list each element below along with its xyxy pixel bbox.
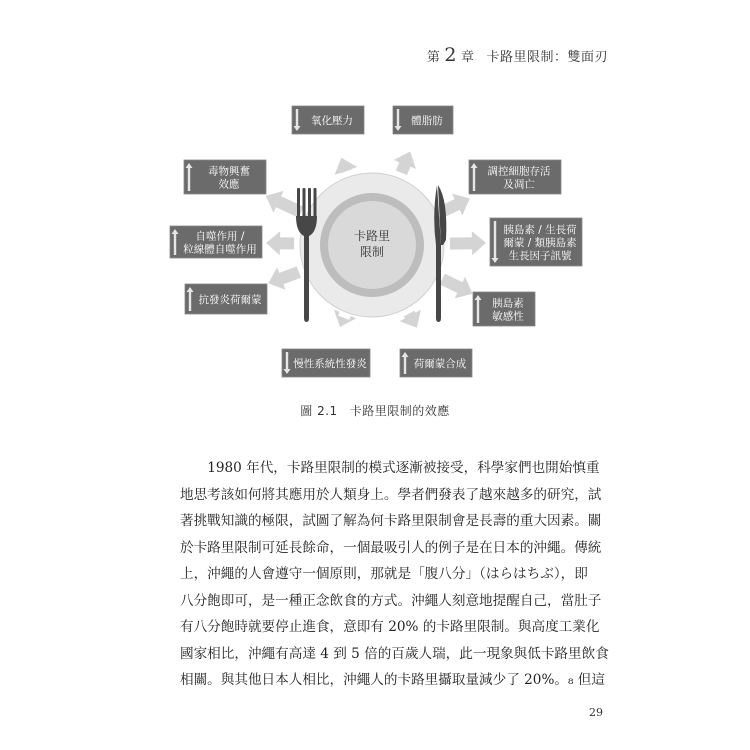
effect-box-label: 抗發炎荷爾蒙 — [198, 294, 262, 306]
radial-arrow — [394, 152, 416, 176]
body-paragraph — [180, 455, 609, 694]
effect-box-insulin-gh — [490, 218, 582, 266]
effect-box-autophagy — [170, 226, 262, 258]
body-line: 地思考該如何將其應用於人類身上。學者們發表了越來越多的研究，試 — [180, 486, 602, 503]
radial-arrow — [450, 231, 486, 255]
body-line: 有八分飽時就要停止進食，意即有 20% 的卡路里限制。與高度工業化 — [180, 619, 600, 635]
caption-text: 卡路里限制的效應 — [349, 404, 450, 418]
knife-icon — [434, 185, 446, 322]
effect-box-label: 慢性系統性發炎 — [293, 358, 367, 370]
effect-box-label: 粒線體自噬作用 — [183, 243, 257, 256]
body-line: 八分飽即可，是一種正念飲食的方式。沖繩人刻意地提醒自己，當肚子 — [180, 592, 602, 609]
effect-box-cell-survival — [469, 160, 561, 194]
effect-box-label: 毒物興奮 — [208, 165, 250, 178]
effect-box-label: 自噬作用 / — [195, 230, 245, 243]
effect-box-oxidative — [292, 106, 364, 134]
effect-box-hormesis — [184, 160, 266, 194]
radial-arrow — [266, 231, 294, 255]
chapter-prefix: 第 — [426, 50, 441, 65]
chapter-suffix: 章 — [460, 50, 475, 65]
effect-box-label: 胰島素 — [492, 297, 524, 310]
effect-box-label: 敏感性 — [492, 310, 524, 323]
effect-box-label: 效應 — [218, 178, 240, 191]
effect-box-label: 爾蒙 / 類胰島素 — [503, 237, 577, 249]
effect-box-label: 荷爾蒙合成 — [413, 358, 467, 370]
effect-box-chronic-inflammation — [282, 349, 370, 377]
radial-arrow — [440, 274, 473, 299]
effect-box-label: 胰島素 / 生長荷 — [503, 224, 577, 236]
effect-box-label: 及凋亡 — [503, 178, 535, 191]
effect-box-body-fat — [393, 106, 453, 134]
effect-box-label: 體脂肪 — [411, 115, 443, 127]
chapter-title: 卡路里限制：雙面刃 — [486, 50, 608, 65]
effect-box-label: 調控細胞存活 — [487, 165, 551, 178]
effect-box-label: 生長因子訊號 — [508, 250, 572, 262]
body-line: 相關。與其他日本人相比，沖繩人的卡路里攝取量減少了 20%。₈ 但這 — [180, 672, 605, 688]
caption-label: 圖 2.1 — [300, 404, 338, 418]
radial-arrow — [268, 266, 301, 289]
body-line: 國家相比，沖繩有高達 4 到 5 倍的百歲人瑞，此一現象與低卡路里飲食 — [180, 645, 609, 662]
body-line: 上，沖繩的人會遵守一個原則，那就是「腹八分」（はらはちぶ），即 — [180, 566, 588, 582]
page-number: 29 — [589, 706, 603, 719]
effect-box-label: 氧化壓力 — [311, 115, 353, 127]
effect-box-hormone-synthesis — [400, 349, 472, 377]
effect-box-anti-inflammatory — [185, 284, 267, 314]
body-line: 1980 年代，卡路里限制的模式逐漸被接受，科學家們也開始慎重 — [207, 460, 600, 476]
center-label-line1: 卡路里 — [353, 229, 391, 243]
chapter-number: 2 — [444, 44, 457, 66]
body-line: 著挑戰知識的極限，試圖了解為何卡路里限制會是長壽的重大因素。關 — [180, 513, 602, 529]
effect-box-insulin-sensitivity — [473, 292, 535, 326]
radial-arrow — [400, 310, 421, 328]
figure-caption — [0, 402, 750, 419]
center-label-line2: 限制 — [359, 245, 385, 259]
radial-arrow — [335, 158, 358, 175]
body-line: 於卡路里限制可延長餘命，一個最吸引人的例子是在日本的沖繩。傳統 — [180, 539, 602, 556]
